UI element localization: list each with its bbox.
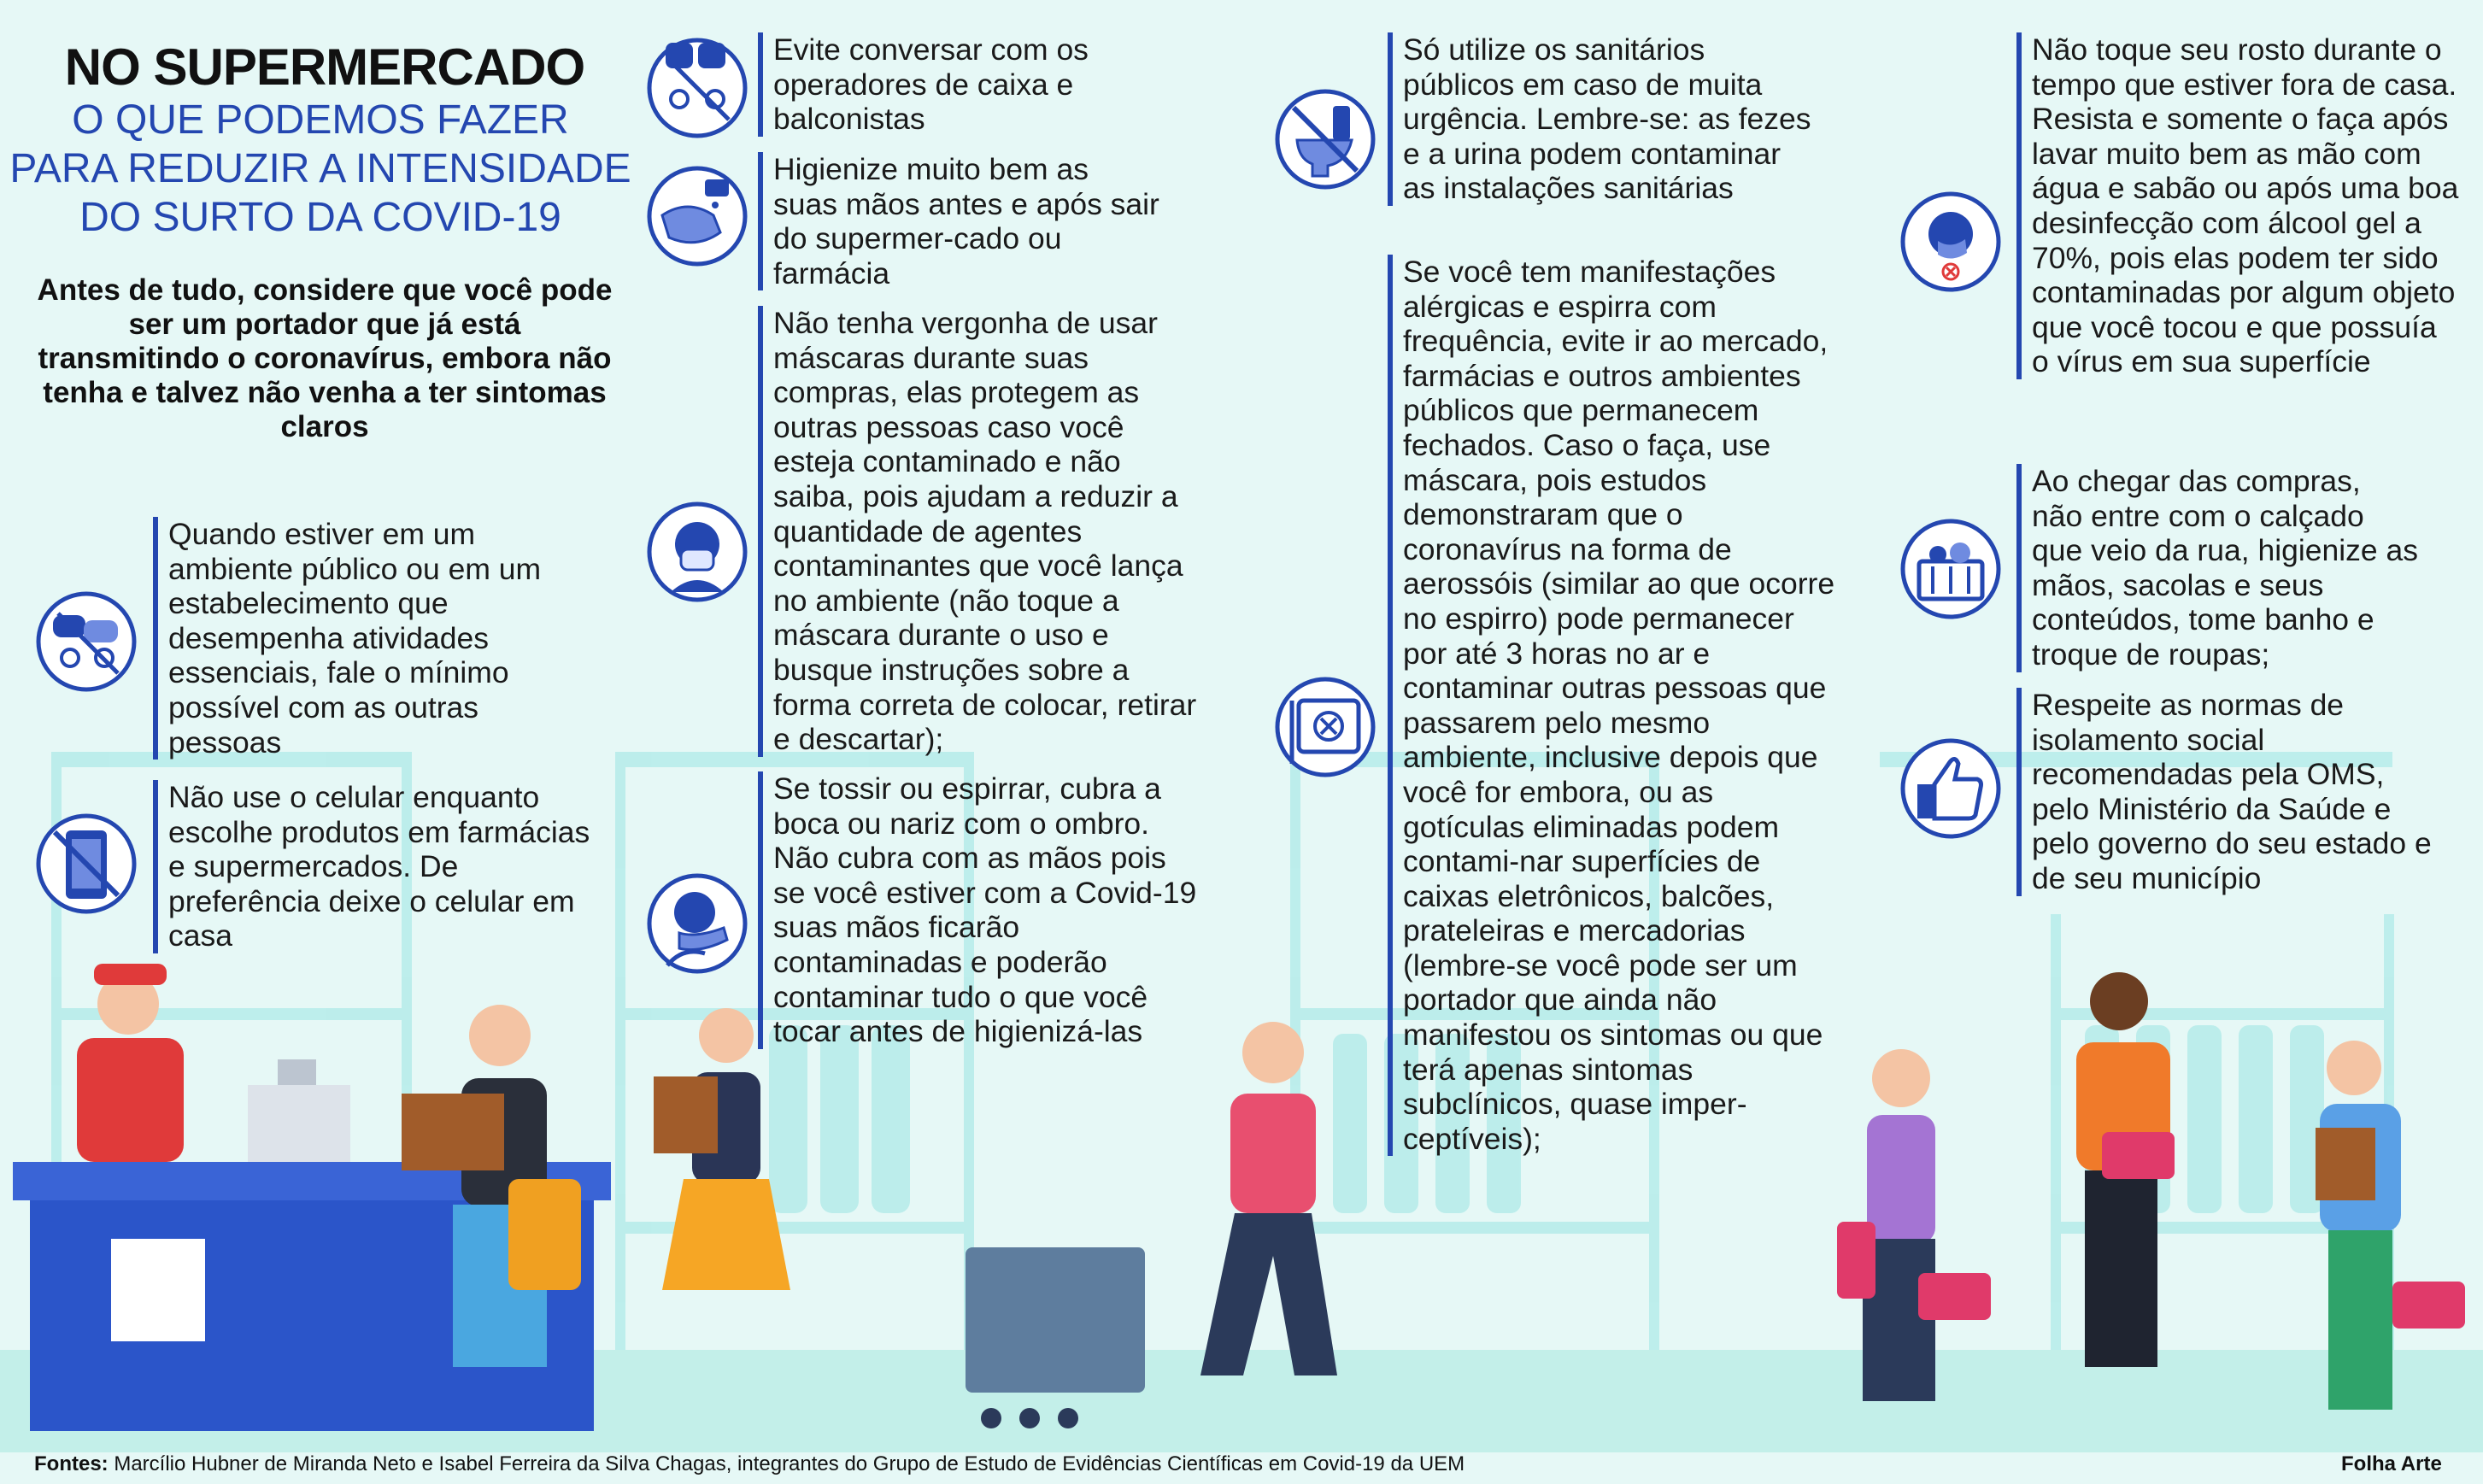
- no-cash-talk-icon: [645, 36, 749, 144]
- mask-icon: [645, 500, 749, 608]
- hand-wash-icon: [645, 164, 749, 273]
- cough-elbow-icon: [645, 871, 749, 980]
- subtitle-line-3: DO SURTO DA COVID-19: [79, 195, 561, 240]
- tip-sanitarios: Só utilize os sanitários públicos em caso de muita urgência. Lembre-se: as fezes e a urina podem contaminar as instalações sanitárias: [1388, 32, 1815, 206]
- tip-fale-minimo: Quando estiver em um ambiente público ou em um estabelecimento que desempenha atividades essenciais, fale o mínimo possível com as outras pessoas: [153, 517, 589, 760]
- sources-footer: [34, 1452, 1465, 1476]
- tip-manifestacoes-alergicas: Se você tem manifestações alérgicas e espirra com frequência, evite ir ao mercado, farmácias e outros ambientes públicos que permanecem fechados. Caso o faça, use máscara, pois estudos demonstraram que o coronavírus na forma de aerossóis (similar ao que ocorre no espirro) pode permanecer por até 3 horas no ar e contaminar outras pessoas que passarem pelo mesmo ambiente, inclusive depois que você for embora, ou as gotículas eliminadas podem contami-nar superfícies de caixas eletrônicos, balcões, prateleiras e mercadorias (lembre-se você pode ser um portador que ainda não manifestou os sintomas ou que terá apenas sintomas subclínicos, quase imper-ceptíveis);: [1388, 255, 1840, 1156]
- virus-box-icon: [1273, 675, 1377, 783]
- subtitle-line-1: O QUE PODEMOS FAZER: [72, 97, 569, 143]
- tip-nao-use-celular: Não use o celular enquanto escolhe produtos em farmácias e supermercados. De preferência deixe o celular em casa: [153, 780, 597, 953]
- sources-label: Fontes:: [34, 1452, 109, 1475]
- sources-text: Marcílio Hubner de Miranda Neto e Isabel Ferreira da Silva Chagas, integrantes do Grupo de Estudo de Evidências Científicas em Covid-19 da UEM: [114, 1452, 1465, 1475]
- tip-evite-conversar: Evite conversar com os operadores de caixa e balconistas: [758, 32, 1125, 137]
- lead-text: Antes de tudo, considere que você pode ser um portador que já está transmitindo o coronavírus, embora não tenha e talvez não venha a ter sintomas claros: [37, 273, 613, 443]
- no-face-touch-icon: [1899, 190, 2003, 298]
- tip-ao-chegar: Ao chegar das compras, não entre com o calçado que veio da rua, higienize as mãos, sacolas e seus conteúdos, tome banho e troque de roupas;: [2016, 464, 2418, 672]
- tip-tossir-espirrar: Se tossir ou espirrar, cubra a boca ou nariz com o ombro. Não cubra com as mãos pois se você estiver com a Covid-19 suas mãos ficarão contaminadas e poderão contaminar tudo o que você tocar antes de higienizá-las: [758, 771, 1202, 1049]
- tip-respeite-normas: Respeite as normas de isolamento social recomendadas pela OMS, pelo Ministério da Saúde e pelo governo do seu estado e de seu município: [2016, 688, 2444, 896]
- tip-nao-toque-rosto: Não toque seu rosto durante o tempo que estiver fora de casa. Resista e somente o faça após lavar muito bem as mão com água e sabão ou após uma boa desinfecção com álcool gel a 70%, pois elas podem ter sido contaminadas por algum objeto que você tocou e que possuía o vírus em sua superfície: [2016, 32, 2461, 379]
- subtitle-line-2: PARA REDUZIR A INTENSIDADE: [9, 146, 631, 191]
- page-title: NO SUPERMERCADO: [64, 38, 585, 96]
- no-toilet-icon: [1273, 87, 1377, 196]
- speech-bubbles-icon: [34, 589, 138, 698]
- page-subtitle: [9, 96, 632, 242]
- tip-higienize-maos: Higienize muito bem as suas mãos antes e após sair do supermer-cado ou farmácia: [758, 152, 1159, 290]
- no-phone-icon: [34, 812, 138, 920]
- basket-icon: [1899, 517, 2003, 625]
- tip-mascaras: Não tenha vergonha de usar máscaras durante suas compras, elas protegem as outras pessoas caso você esteja contaminado e não saiba, pois ajudam a reduzir a quantidade de agentes contaminantes que você lança no ambiente (não toque a máscara durante o uso e busque instruções sobre a forma correta de colocar, retirar e descartar);: [758, 306, 1202, 757]
- credit-label: Folha Arte: [2341, 1452, 2442, 1475]
- thumbs-up-icon: [1899, 736, 2003, 845]
